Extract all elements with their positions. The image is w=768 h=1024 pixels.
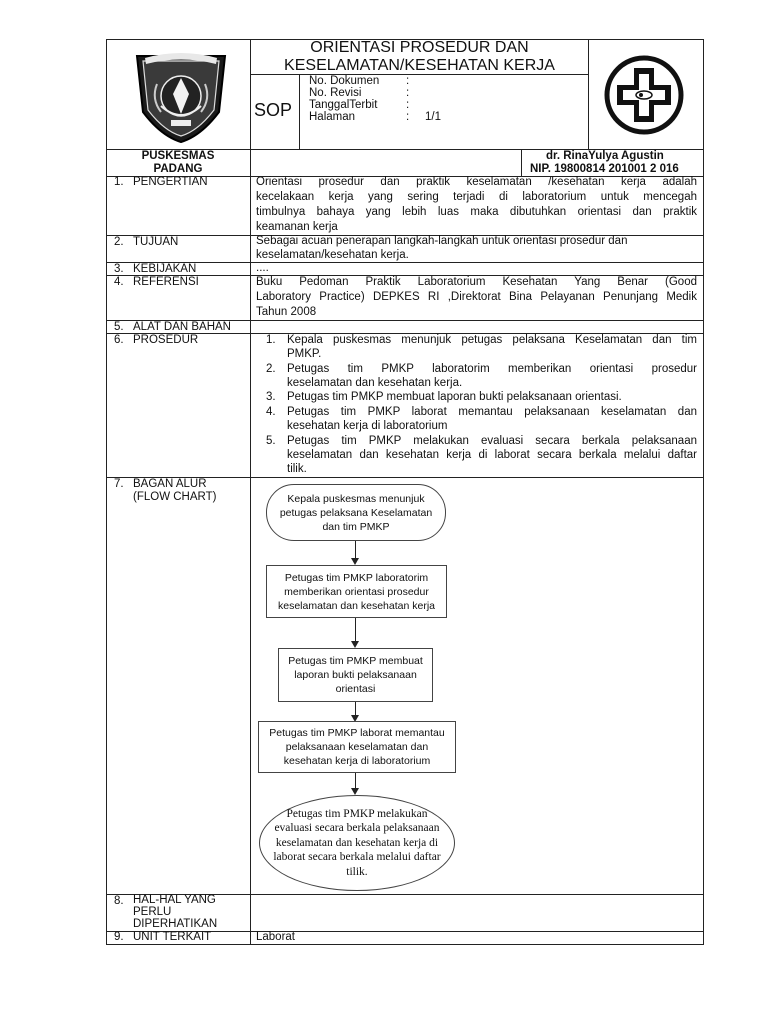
row-label-hal-line-2: PERLU xyxy=(133,906,172,918)
flow-connector-3 xyxy=(355,702,356,716)
flow-step-1-line-1: Kepala puskesmas menunjuk xyxy=(287,492,425,505)
flow-step-3 xyxy=(278,648,433,702)
row-label-hal-line-1: HAL-HAL YANG xyxy=(133,894,216,906)
prosedur-item-5-line-2: keselamatan dan kesehatan kerja di laborat secara berkala melalui daftar xyxy=(287,449,697,461)
flow-step-2-line-2: memberikan orientasi prosedur xyxy=(284,585,429,598)
meta-halaman-value: 1/1 xyxy=(425,111,441,123)
header-divider-right-logo xyxy=(588,39,589,149)
row-label-hal-line-3: DIPERHATIKAN xyxy=(133,918,218,930)
prosedur-item-2-line-2: keselamatan dan kesehatan kerja. xyxy=(287,377,463,389)
row-num-7: 7. xyxy=(114,478,124,490)
org-name-line1: PUSKESMAS xyxy=(141,150,215,162)
row-num-3: 3. xyxy=(114,263,124,275)
flow-step-2-line-3: keselamatan dan kesehatan kerja xyxy=(277,599,436,612)
flow-connector-2 xyxy=(355,618,356,642)
row-label-prosedur: PROSEDUR xyxy=(133,334,199,346)
flow-step-5-line-1: Petugas tim PMKP melakukan xyxy=(286,807,428,820)
referensi-line-2: Laboratory Practice) DEPKES RI ,Direktorat Bina Pelayanan Penunjang Medik xyxy=(256,291,697,303)
meta-no-dokumen-colon: : xyxy=(406,75,410,87)
row-num-5: 5. xyxy=(114,321,124,333)
prosedur-item-1-num: 1. xyxy=(266,334,276,346)
pengertian-line-4: keamanan kerja xyxy=(256,221,338,233)
flow-step-1-start xyxy=(266,484,446,541)
flow-step-2 xyxy=(266,565,447,618)
meta-halaman-label: Halaman xyxy=(309,111,356,123)
doc-title-line1: ORIENTASI PROSEDUR DAN xyxy=(310,39,529,56)
row-num-9: 9. xyxy=(114,931,124,943)
meta-no-revisi-colon: : xyxy=(406,87,410,99)
pengertian-line-3: timbulnya bahaya yang lebih luas maka dibutuhkan orientasi dan praktik xyxy=(256,206,697,218)
pengertian-line-1: Orientasi prosedur dan praktik keselamatan /kesehatan kerja adalah xyxy=(256,176,697,188)
meta-tanggal-label: TanggalTerbit xyxy=(309,99,378,111)
prosedur-item-2-line-1: Petugas tim PMKP laboratorim memberikan orientasi prosedur xyxy=(287,363,697,375)
referensi-line-3: Tahun 2008 xyxy=(256,306,317,318)
flow-connector-4 xyxy=(355,773,356,789)
row-label-referensi: REFERENSI xyxy=(133,276,199,288)
prosedur-item-4-num: 4. xyxy=(266,406,276,418)
puskesmas-logo xyxy=(603,54,685,136)
flow-step-5-line-4: laborat secara berkala melalui daftar xyxy=(273,851,441,864)
row-num-8: 8. xyxy=(114,895,124,907)
row-label-tujuan: TUJUAN xyxy=(133,236,179,248)
org-name-line2: PADANG xyxy=(153,163,203,175)
flow-step-5-line-5: tilik. xyxy=(346,865,368,878)
sop-label: SOP xyxy=(254,100,293,120)
doc-title-line2: KESELAMATAN/KESEHATAN KERJA xyxy=(284,57,555,74)
row-label-unit-terkait: UNIT TERKAIT xyxy=(133,931,212,943)
flow-step-4 xyxy=(258,721,456,773)
prosedur-item-2-num: 2. xyxy=(266,363,276,375)
flow-arrowhead-2 xyxy=(351,641,359,648)
row-num-1: 1. xyxy=(114,176,124,188)
prosedur-item-1-line-1: Kepala puskesmas menunjuk petugas pelaksana Keselamatan dan tim xyxy=(287,334,697,346)
flow-step-4-line-1: Petugas tim PMKP laborat memantau xyxy=(269,727,445,739)
flow-connector-1 xyxy=(355,541,356,559)
row-num-4: 4. xyxy=(114,276,124,288)
signer-divider xyxy=(521,149,522,177)
regency-logo xyxy=(131,44,231,144)
prosedur-item-3-line-1: Petugas tim PMKP membuat laporan bukti pelaksanaan orientasi. xyxy=(287,391,622,403)
prosedur-item-3-num: 3. xyxy=(266,391,276,403)
meta-tanggal-colon: : xyxy=(406,99,410,111)
kebijakan-text: .... xyxy=(256,262,269,274)
row-label-pengertian: PENGERTIAN xyxy=(133,176,208,188)
meta-no-revisi-label: No. Revisi xyxy=(309,87,362,99)
signer-name: dr. RinaYulya Agustin xyxy=(546,150,664,162)
unit-terkait-value: Laborat xyxy=(256,931,296,943)
header-divider-logo xyxy=(250,39,251,945)
flow-step-2-line-1: Petugas tim PMKP laboratorim xyxy=(284,571,429,584)
prosedur-item-4-line-1: Petugas tim PMKP laborat memantau pelaksanaan keselamatan dan xyxy=(287,406,697,418)
flow-step-1-line-2: petugas pelaksana Keselamatan xyxy=(279,506,433,519)
flow-step-3-line-1: Petugas tim PMKP membuat xyxy=(288,655,423,667)
prosedur-item-1-line-2: PMKP. xyxy=(287,348,322,360)
flow-step-3-line-3: orientasi xyxy=(335,683,376,695)
row-label-bagan-alur: BAGAN ALUR xyxy=(133,478,207,490)
meta-no-dokumen-label: No. Dokumen xyxy=(309,75,380,87)
table-border-right xyxy=(703,39,704,945)
flow-step-3-line-2: laporan bukti pelaksanaan xyxy=(294,669,417,681)
flow-step-4-line-3: kesehatan kerja di laboratorium xyxy=(283,755,431,767)
tujuan-line-2: keselamatan/kesehatan kerja. xyxy=(256,249,409,261)
header-divider-sop xyxy=(299,74,300,149)
row-num-2: 2. xyxy=(114,236,124,248)
flow-arrowhead-4 xyxy=(351,788,359,795)
flow-arrowhead-1 xyxy=(351,558,359,565)
flow-step-1-line-3: dan tim PMKP xyxy=(322,520,390,533)
signer-nip: NIP. 19800814 201001 2 016 xyxy=(530,163,679,175)
prosedur-item-5-line-1: Petugas tim PMKP melakukan evaluasi secara berkala pelaksanaan xyxy=(287,435,697,447)
flow-step-4-line-2: pelaksanaan keselamatan dan xyxy=(285,741,429,753)
row-label-flow-chart: (FLOW CHART) xyxy=(133,491,217,503)
row-label-alat-dan-bahan: ALAT DAN BAHAN xyxy=(133,321,231,333)
row-label-kebijakan: KEBIJAKAN xyxy=(133,263,197,275)
pengertian-line-2: kecelakaan kerja yang sering terjadi di laboratorium untuk mencegah xyxy=(256,191,697,203)
row-num-6: 6. xyxy=(114,334,124,346)
prosedur-item-4-line-2: kesehatan kerja di laboratorium xyxy=(287,420,448,432)
meta-halaman-colon: : xyxy=(406,111,410,123)
referensi-line-1: Buku Pedoman Praktik Laboratorium Kesehatan Yang Benar (Good xyxy=(256,276,697,288)
flow-step-5-line-2: evaluasi secara berkala pelaksanaan xyxy=(274,822,440,835)
prosedur-item-5-line-3: tilik. xyxy=(287,463,307,475)
prosedur-item-5-num: 5. xyxy=(266,435,276,447)
flow-step-5-end xyxy=(259,795,455,891)
tujuan-line-1: Sebagai acuan penerapan langkah-langkah untuk orientasi prosedur dan xyxy=(256,235,628,247)
flow-step-5-line-3: keselamatan dan kesehatan kerja di xyxy=(275,836,439,849)
